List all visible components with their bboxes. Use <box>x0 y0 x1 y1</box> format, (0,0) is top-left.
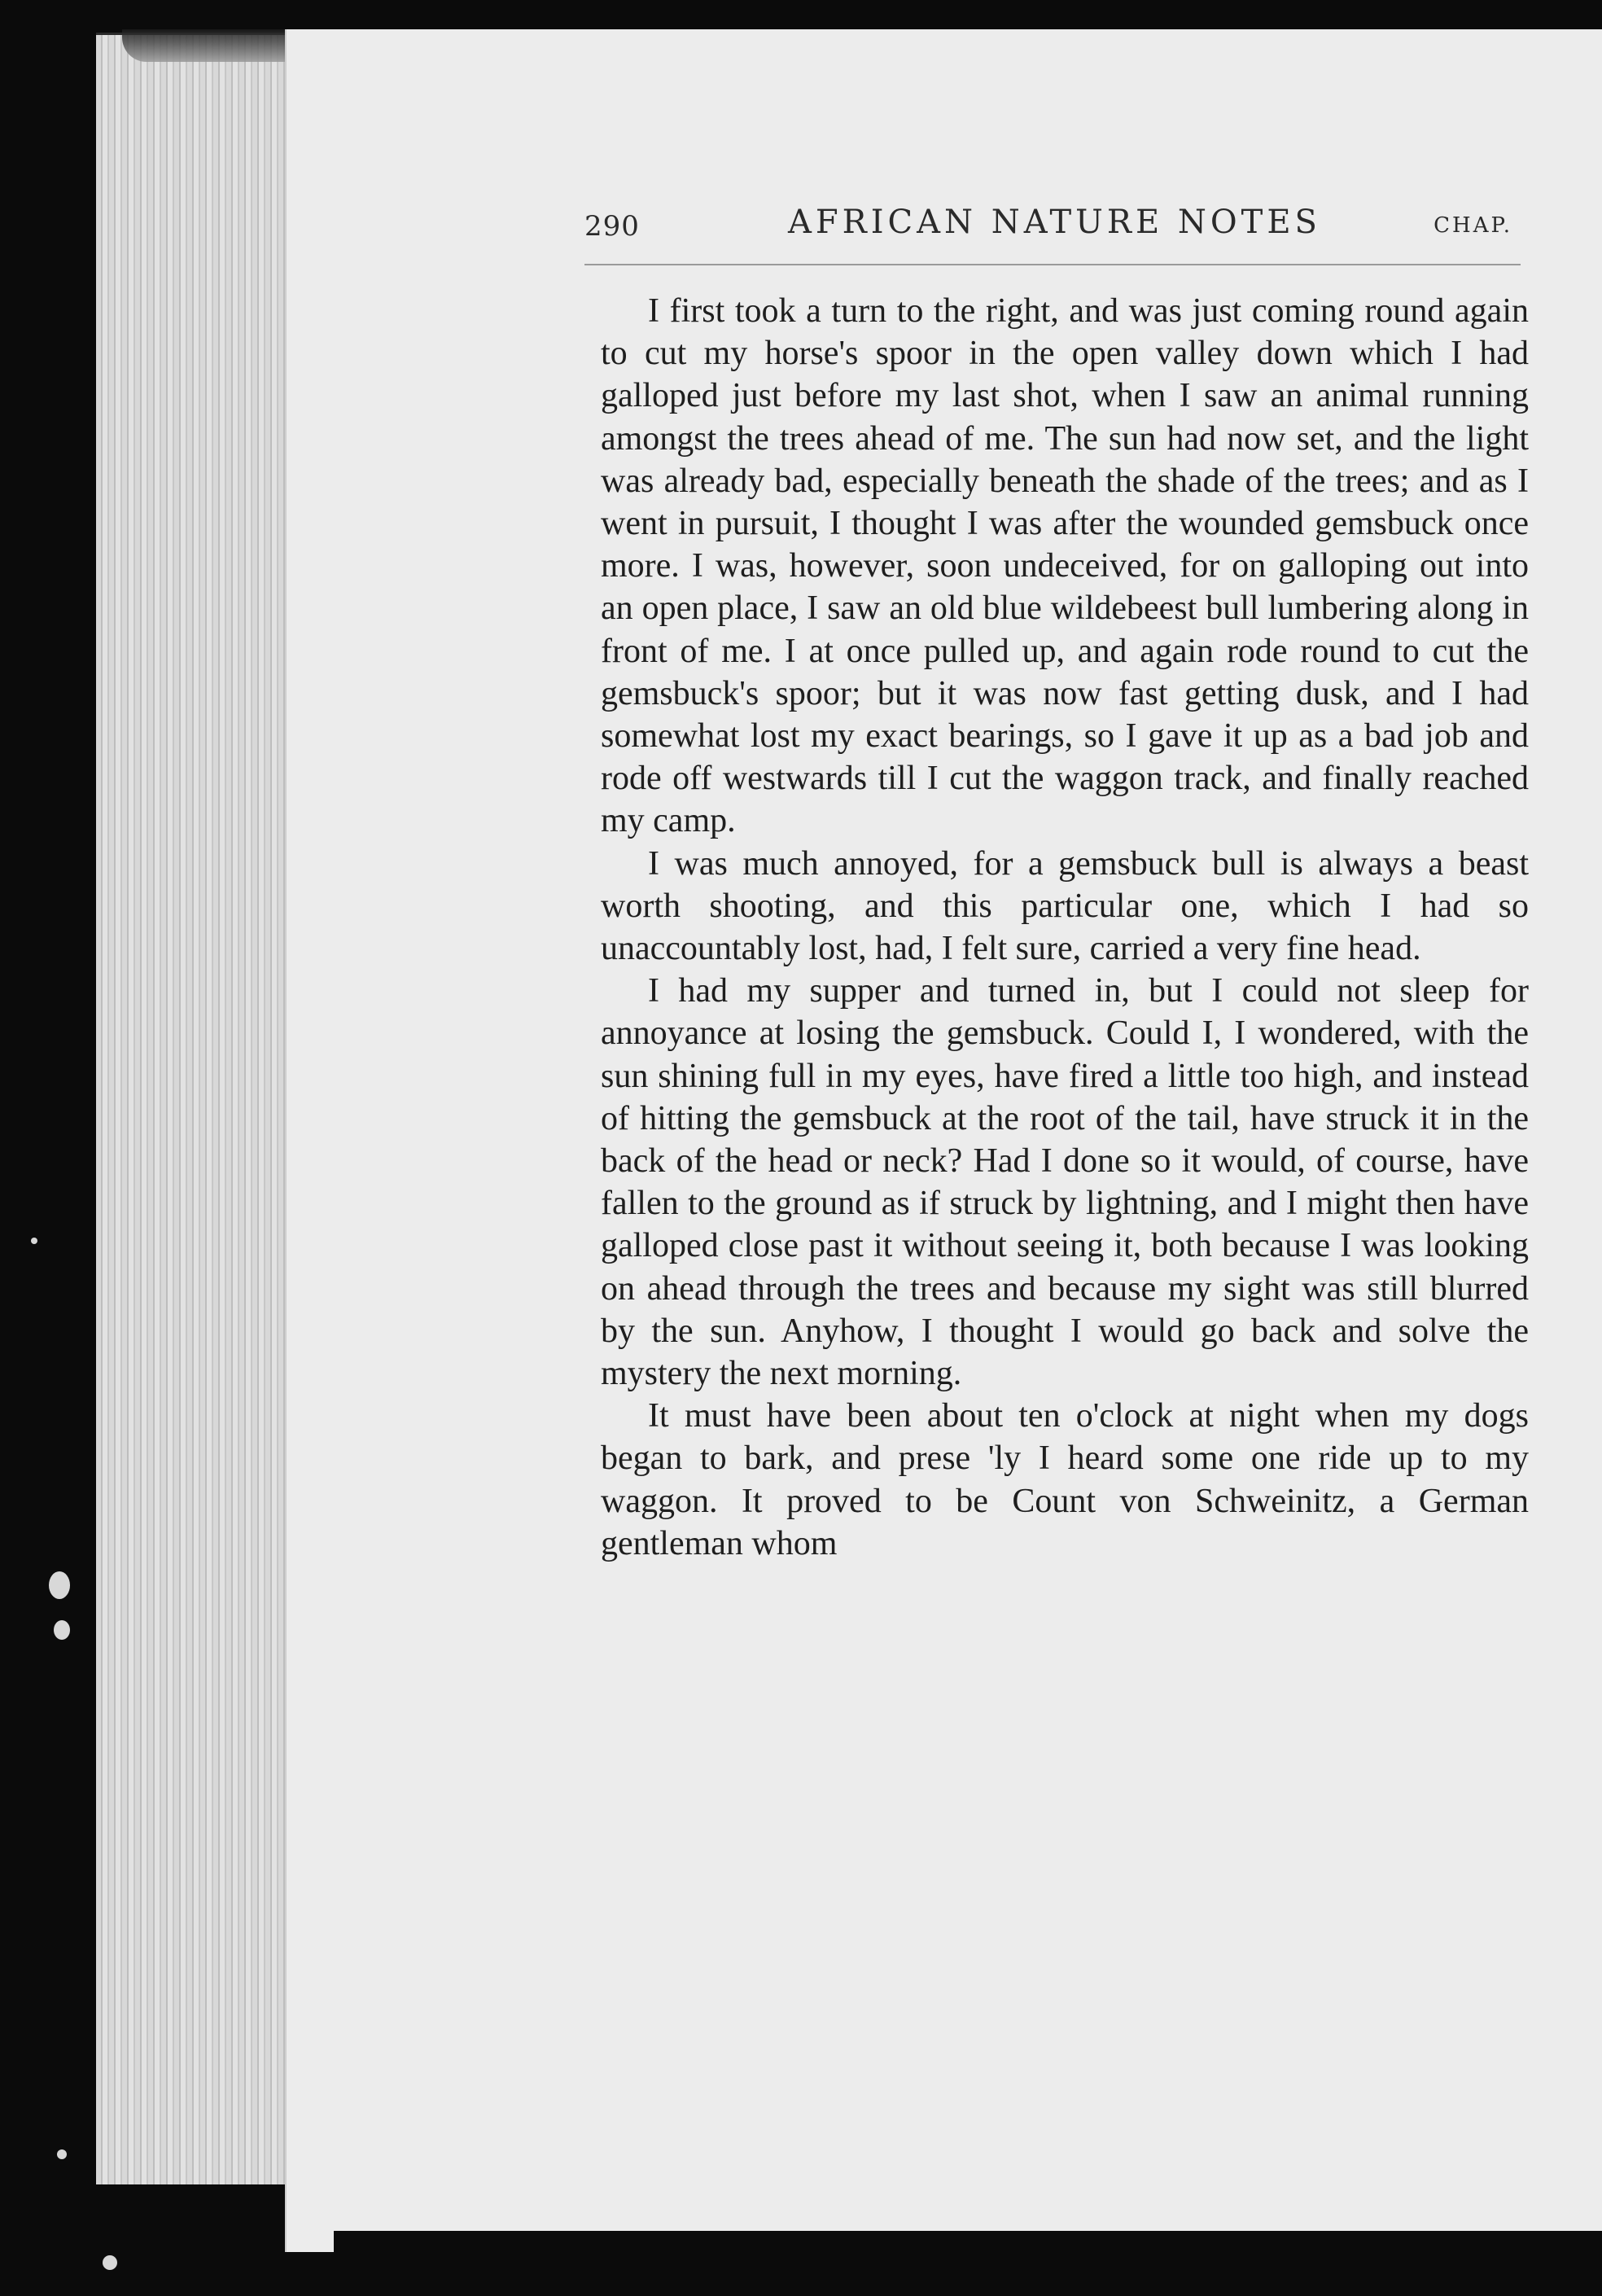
paragraph: I was much annoyed, for a gemsbuck bull is always a beast worth shooting, and this particular one, which I had so unaccountably lost, had, I felt sure, carried a very fine head. <box>601 844 1529 968</box>
header-rule <box>584 264 1521 265</box>
page-bottom-shadow <box>334 2231 1602 2296</box>
body-text <box>601 290 1529 1565</box>
running-title: AFRICAN NATURE NOTES <box>788 204 1321 241</box>
page-number: 290 <box>584 210 640 243</box>
paragraph: I first took a turn to the right, and was just coming round again to cut my horse's spoor in the open valley down which I had galloped just before my last shot, when I saw an animal running amongst the trees ahead of me. The sun had now set, and the light was already bad, especially beneath the shade of the trees; and as I went in pursuit, I thought I was after the wounded gemsbuck once more. I was, however, soon undeceived, for on galloping out into an open place, I saw an old blue wildebeest bull lumbering along in front of me. I at once pulled up, and again rode round to cut the gemsbuck's spoor; but it was now fast getting dusk, and I had somewhat lost my exact bearings, so I gave it up as a bad job and rode off westwards till I cut the waggon track, and finally reached my camp. <box>601 292 1529 840</box>
scan-speck <box>57 2149 67 2159</box>
scan-speck <box>103 2255 117 2270</box>
scan-speck <box>54 1620 70 1640</box>
scan-speck <box>49 1571 70 1599</box>
chapter-label: CHAP. <box>1433 213 1512 238</box>
page-header <box>584 204 1521 252</box>
paragraph: I had my supper and turned in, but I could not sleep for annoyance at losing the gemsbuck. Could I, I wondered, with the sun shining full in my eyes, have fired a little too high, and instead of hitting the gemsbuck at the root of the tail, have struck it in the back of the head or neck? Had I done so it would, of course, have fallen to the ground as if struck by lightning, and I might then have galloped close past it without seeing it, both because I was looking on ahead through the trees and because my sight was still blurred by the sun. Anyhow, I thought I would go back and solve the mystery the next morning. <box>601 972 1529 1393</box>
scan-speck <box>31 1238 37 1244</box>
stacked-page-edges <box>96 33 291 2184</box>
paragraph: It must have been about ten o'clock at night when my dogs began to bark, and prese 'ly I heard some one ride up to my waggon. It proved to be Count von Schweinitz, a German gentleman whom <box>601 1397 1529 1562</box>
page-edge-curl <box>122 29 301 62</box>
